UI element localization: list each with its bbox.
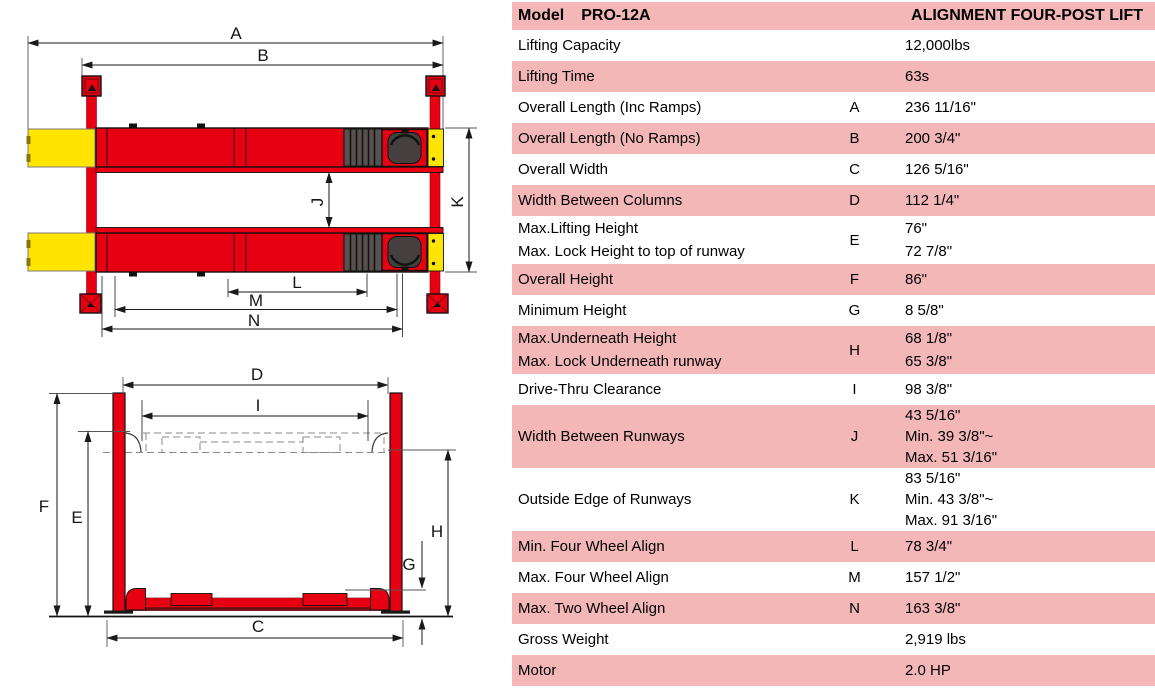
spec-row (512, 326, 1155, 374)
raised-runway-dashed (162, 437, 200, 453)
spec-letter: K (849, 491, 860, 508)
spec-table-header (512, 2, 1155, 30)
spec-value: 76" 72 7/8" (905, 220, 953, 260)
ramp-hinge (27, 258, 31, 266)
model-value: PRO-12A (581, 7, 651, 24)
runway-end-plate (428, 234, 444, 272)
spec-rows (512, 30, 1155, 686)
spec-row (512, 655, 1155, 686)
dim-label-m: M (248, 291, 264, 310)
column-base-plate (104, 611, 133, 614)
column-top-plate (426, 76, 445, 96)
spec-row (512, 264, 1155, 295)
runway-flange (96, 167, 443, 173)
spec-label: Lifting Capacity (518, 37, 621, 54)
dim-label-c: C (251, 617, 265, 636)
ramp-hinge (27, 240, 31, 248)
dim-label-l: L (292, 273, 302, 292)
column-foot (427, 294, 448, 313)
column-front (113, 393, 125, 612)
spec-value: 126 5/16" (905, 161, 969, 178)
dim-label-k: K (448, 196, 467, 208)
spec-letter: N (849, 600, 860, 617)
runway-rail (303, 594, 347, 606)
spec-row (512, 468, 1155, 531)
lift-diagram-svg (0, 0, 510, 690)
lift-diagrams (0, 0, 510, 690)
spec-letter: G (848, 302, 861, 319)
spec-value: 12,000lbs (905, 37, 971, 54)
spec-label: Max.Underneath Height Max. Lock Underneath runway (518, 330, 722, 370)
spec-label: Overall Length (Inc Ramps) (518, 99, 702, 116)
spec-letter: D (849, 192, 860, 209)
spec-row (512, 531, 1155, 562)
spec-value: 2.0 HP (905, 662, 951, 679)
spec-label: Width Between Columns (518, 192, 683, 209)
spec-value: 68 1/8" 65 3/8" (905, 330, 953, 370)
turntable (388, 237, 421, 268)
spec-value: 86" (905, 271, 928, 288)
dim-label-j: J (308, 197, 327, 207)
product-title: ALIGNMENT FOUR-POST LIFT (911, 7, 1143, 24)
spec-letter: F (849, 271, 860, 288)
spec-label: Minimum Height (518, 302, 627, 319)
spec-letter: M (848, 569, 861, 586)
ramp-hinge (27, 154, 31, 162)
runway-flange (96, 228, 443, 234)
approach-ramp (28, 129, 95, 167)
dim-label-e: E (71, 508, 83, 527)
runway-ramp-end (126, 589, 146, 611)
spec-value: 200 3/4" (905, 130, 961, 147)
spec-letter: H (849, 341, 860, 359)
spec-value: 78 3/4" (905, 538, 953, 555)
spec-row (512, 624, 1155, 655)
column-top-plate (82, 76, 101, 96)
spec-row (512, 30, 1155, 61)
spec-row (512, 405, 1155, 468)
spec-row (512, 562, 1155, 593)
dim-label-n: N (247, 311, 261, 330)
spec-value: 2,919 lbs (905, 631, 966, 648)
spec-label: Lifting Time (518, 68, 595, 85)
spec-letter: A (849, 99, 860, 116)
runway-top (27, 124, 444, 173)
runway-tab (197, 272, 205, 277)
dim-label-g: G (402, 555, 416, 574)
spec-row (512, 92, 1155, 123)
spec-label: Max. Two Wheel Align (518, 600, 666, 617)
dim-label-d: D (250, 365, 264, 384)
spec-row (512, 295, 1155, 326)
runway-tab (129, 272, 137, 277)
spec-value: 112 1/4" (905, 192, 960, 209)
runway-bottom (27, 228, 444, 277)
spec-label: Width Between Runways (518, 428, 685, 445)
dim-label-f: F (38, 497, 50, 516)
column-base-plate (381, 611, 410, 614)
approach-ramp (28, 233, 95, 271)
runway-tab (129, 124, 137, 129)
spec-label: Outside Edge of Runways (518, 491, 692, 508)
spec-label: Max.Lifting Height Max. Lock Height to top of runway (518, 220, 745, 260)
spec-letter: B (849, 130, 860, 147)
spec-label: Drive-Thru Clearance (518, 381, 662, 398)
model-label: Model (518, 7, 565, 24)
front-view-diagram (39, 365, 456, 647)
spec-row (512, 61, 1155, 92)
spec-table (512, 2, 1155, 686)
spec-label: Overall Length (No Ramps) (518, 130, 701, 147)
spec-label: Overall Width (518, 161, 609, 178)
spec-label: Overall Height (518, 271, 614, 288)
spec-label: Motor (518, 662, 557, 679)
turntable (388, 133, 421, 164)
spec-value: 157 1/2" (905, 569, 961, 586)
column-foot (80, 294, 101, 313)
dim-label-b: B (257, 46, 269, 65)
spec-row (512, 185, 1155, 216)
dim-label-a: A (230, 24, 242, 43)
spec-row (512, 216, 1155, 264)
spec-label: Gross Weight (518, 631, 609, 648)
spec-value: 236 11/16" (905, 99, 976, 116)
spec-value: 163 3/8" (905, 600, 961, 617)
spec-value: 8 5/8" (905, 302, 944, 319)
ramp-hinge (27, 136, 31, 144)
spec-value: 98 3/8" (905, 381, 953, 398)
spec-value: 83 5/16" Min. 43 3/8"~ Max. 91 3/16" (905, 470, 998, 529)
spec-letter: L (850, 538, 859, 555)
spec-row (512, 374, 1155, 405)
spec-letter: I (852, 381, 857, 398)
spec-value: 43 5/16" Min. 39 3/8"~ Max. 51 3/16" (905, 407, 998, 466)
spec-row (512, 154, 1155, 185)
dim-label-h: H (430, 522, 444, 541)
runway-ramp-end (371, 589, 390, 611)
top-view-diagram (27, 24, 478, 337)
raised-runway-dashed (303, 437, 340, 453)
dim-label-i: I (255, 396, 261, 415)
spec-letter: C (849, 161, 860, 178)
spec-row (512, 593, 1155, 624)
spec-row (512, 123, 1155, 154)
runway-rail (171, 594, 212, 606)
spec-letter: E (849, 231, 860, 249)
spec-value: 63s (905, 68, 930, 85)
lowered-runway (126, 589, 389, 611)
column-front (390, 393, 402, 612)
spec-label: Min. Four Wheel Align (518, 538, 665, 555)
spec-letter: J (850, 428, 859, 445)
runway-tab (197, 124, 205, 129)
spec-label: Max. Four Wheel Align (518, 569, 669, 586)
runway-end-plate (428, 129, 444, 167)
